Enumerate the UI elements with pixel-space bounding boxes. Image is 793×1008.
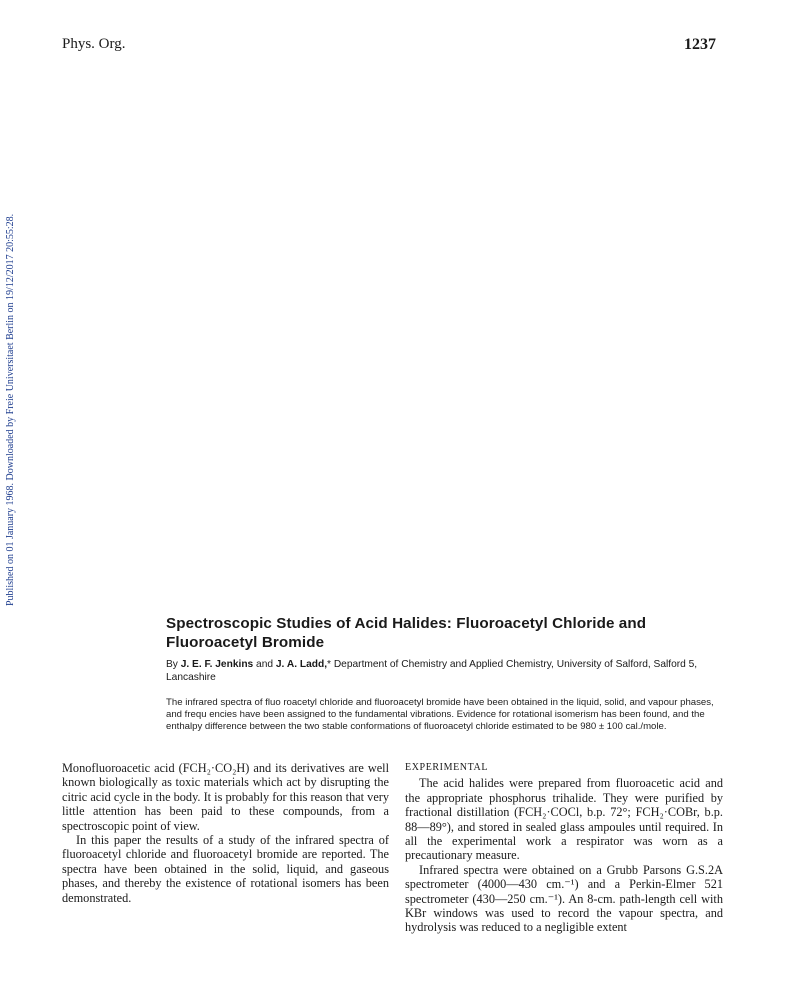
author-conjunction: and: [253, 659, 276, 670]
author-line: [166, 659, 726, 684]
body-column-right: [405, 761, 723, 935]
page-number: 1237: [684, 36, 716, 53]
section-heading: EXPERIMENTAL: [405, 762, 489, 773]
body-column-left: [62, 761, 389, 905]
author-name: J. E. F. Jenkins: [180, 659, 254, 670]
author-name: J. A. Ladd,: [275, 659, 328, 670]
author-by: By: [166, 659, 181, 670]
author-affiliation: * Department of Chemistry and Applied Chemistry, University of Salford, Salford 5, Lancashire: [166, 659, 698, 683]
article-title: Spectroscopic Studies of Acid Halides: Fluoroacetyl Chloride and Fluoroacetyl Bromide: [166, 615, 647, 651]
publication-download-note[interactable]: Published on 01 January 1968. Downloaded by Freie Universitaet Berlin on 19/12/2017 20:55:28.: [5, 213, 16, 606]
abstract: The infrared spectra of fluo roacetyl chloride and fluoroacetyl bromide have been obtained in the liquid, solid, and vapour phases, and frequ encies have been assigned to the fundamental vibrations. Evidence for rotational isomerism has been found, and the enthalpy difference between the two stable conformations of fluoroacetyl chloride estimated to be 980 ± 100 cal./mole.: [166, 697, 714, 732]
body-paragraph: In this paper the results of a study of the infrared spectra of fluoroacetyl chloride and fluoroacetyl bromide are reported. The spectra have been obtained in the solid, liquid, and gaseous phases, and thereby the existence of rotational isomers has been demonstrated.: [62, 833, 389, 905]
body-paragraph: Infrared spectra were obtained on a Grubb Parsons G.S.2A spectrometer (4000—430 cm.⁻¹) and a Perkin-Elmer 521 spectrometer (430—250 cm.⁻¹). An 8-cm. path-length cell with KBr windows was used to record the vapour spectra, and hydrolysis was reduced to a negligible extent: [405, 862, 723, 935]
journal-section-header: Phys. Org.: [62, 36, 126, 52]
body-paragraph: The acid halides were prepared from fluoroacetic acid and the appropriate phosphorus trihalide. They were purified by fractional distillation (FCH₂·COCl, b.p. 72°; FCH₂·COBr, b.p. 88—89°), and stored in sealed glass ampoules until required. In all the experimental work a respirator was worn as a precautionary measure.: [405, 776, 723, 863]
body-paragraph: Monofluoroacetic acid (FCH₂·CO₂H) and its derivatives are well known biologically as toxic materials which act by disrupting the citric acid cycle in the body. It is probably for this reason that very little attention has been paid to these compounds, from a spectroscopic point of view.: [62, 761, 390, 833]
